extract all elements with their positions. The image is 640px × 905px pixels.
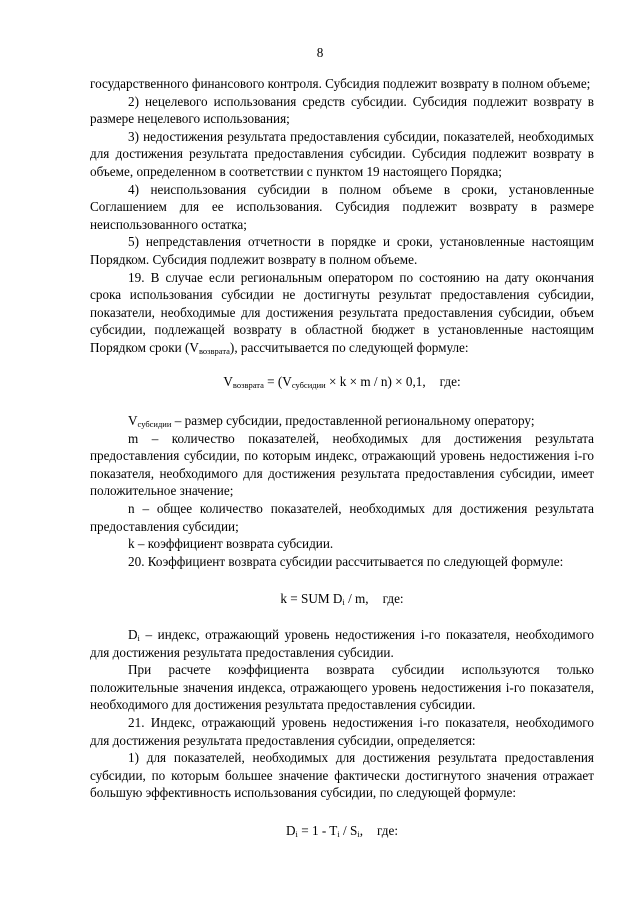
definition-text: – индекс, отражающий уровень недостижения i-го показателя, необходимого для достижения результата предоставления субсидии. <box>90 627 594 660</box>
formula-3-part: = 1 - T <box>297 822 338 838</box>
formula-3-subscript: i <box>357 828 360 839</box>
definition-symbol: D <box>128 627 138 643</box>
formula-1-part: = (V <box>263 373 292 389</box>
paragraph-continuation: государственного финансового контроля. Субсидия подлежит возврату в полном объеме; <box>90 76 591 91</box>
formula-3-part: , <box>359 822 363 838</box>
paragraph-item-5: 5) непредставления отчетности в порядке и сроки, установленные настоящим Порядком. Субсидия подлежит возврату в полном объеме. <box>90 234 594 267</box>
document-body <box>90 75 594 840</box>
definition-k: k – коэффициент возврата субсидии. <box>128 536 334 552</box>
paragraph-item-3: 3) недостижения результата предоставления субсидии, показателей, необходимых для достижения результата предоставления субсидии. Субсидия подлежит возврату в объеме, определенном в соответствии с пунктом 19 настоящего Порядка; <box>90 128 594 179</box>
formula-3-subscript: i <box>337 828 340 839</box>
formula-3-where: где: <box>377 822 398 838</box>
formula-return-coefficient <box>90 590 594 608</box>
definition-m: m – количество показателей, необходимых для достижения результата предоставления субсидии, по которым индекс, отражающий уровень недостижения i-го показателя, необходимого для достижения результата предоставления субсидии, имеет положительное значение; <box>90 430 594 499</box>
page-number: 8 <box>316 45 324 60</box>
clause-19-text-end: ), рассчитывается по следующей формуле: <box>229 339 469 355</box>
formula-3-part: / S <box>339 822 358 838</box>
paragraph-item-2: 2) нецелевого использования средств субсидии. Субсидия подлежит возврату в размере нецелевого использования; <box>90 93 594 127</box>
paragraph-clause-19 <box>90 269 594 357</box>
formula-1-where: где: <box>439 373 461 389</box>
definition-symbol: V <box>128 413 138 429</box>
formula-1-part: V <box>223 373 233 389</box>
formula-2-where: где: <box>382 591 404 607</box>
paragraph-item-4: 4) неиспользования субсидии в полном объеме в сроки, установленные Соглашением для ее использования. Субсидия подлежит возврату в размере неиспользованного остатка; <box>90 181 594 232</box>
paragraph-positive-values: При расчете коэффициента возврата субсидии используются только положительные значения индекса, отражающего уровень недостижения i-го показателя, необходимого для достижения результата предоставления субсидии. <box>90 662 594 713</box>
formula-2-subscript: i <box>342 597 345 608</box>
formula-1-part: × k × m / n) × 0,1, <box>325 373 426 389</box>
definition-v-subsidy <box>90 412 594 430</box>
clause-19-text: 19. В случае если региональным оператором по состоянию на дату окончания срока использования субсидии не достигнуты результат предоставления субсидии, показатели, необходимые для достижения результата предоставления субсидии, объем субсидии, подлежащей возврату в областной бюджет в установленные настоящим Порядком сроки (V <box>90 269 594 355</box>
definition-subscript: i <box>137 633 140 644</box>
paragraph-clause-21: 21. Индекс, отражающий уровень недостижения i-го показателя, необходимого для достижения результата предоставления субсидии, определяется: <box>90 715 594 748</box>
definition-subscript: субсидии <box>137 419 172 430</box>
clause-19-subscript: возврата <box>198 345 230 356</box>
formula-2-part: k = SUM D <box>280 591 343 607</box>
formula-return-volume <box>90 373 594 391</box>
definition-text: – размер субсидии, предоставленной региональному оператору; <box>171 413 535 429</box>
formula-1-subscript: возврата <box>232 379 264 390</box>
formula-index <box>90 822 594 840</box>
formula-2-part: / m, <box>344 591 369 607</box>
definition-n: n – общее количество показателей, необходимых для достижения результата предоставления субсидии; <box>90 501 594 534</box>
definition-di <box>90 626 594 661</box>
formula-1-subscript: субсидии <box>291 379 326 390</box>
formula-3-part: D <box>286 822 296 838</box>
formula-3-subscript: i <box>295 828 298 839</box>
paragraph-clause-20: 20. Коэффициент возврата субсидии рассчитывается по следующей формуле: <box>128 553 564 569</box>
paragraph-clause-21-item-1: 1) для показателей, необходимых для достижения результата предоставления субсидии, по которым большее значение фактически достигнутого значения отражает большую эффективность использования субсидии, по следующей формуле: <box>90 750 594 801</box>
